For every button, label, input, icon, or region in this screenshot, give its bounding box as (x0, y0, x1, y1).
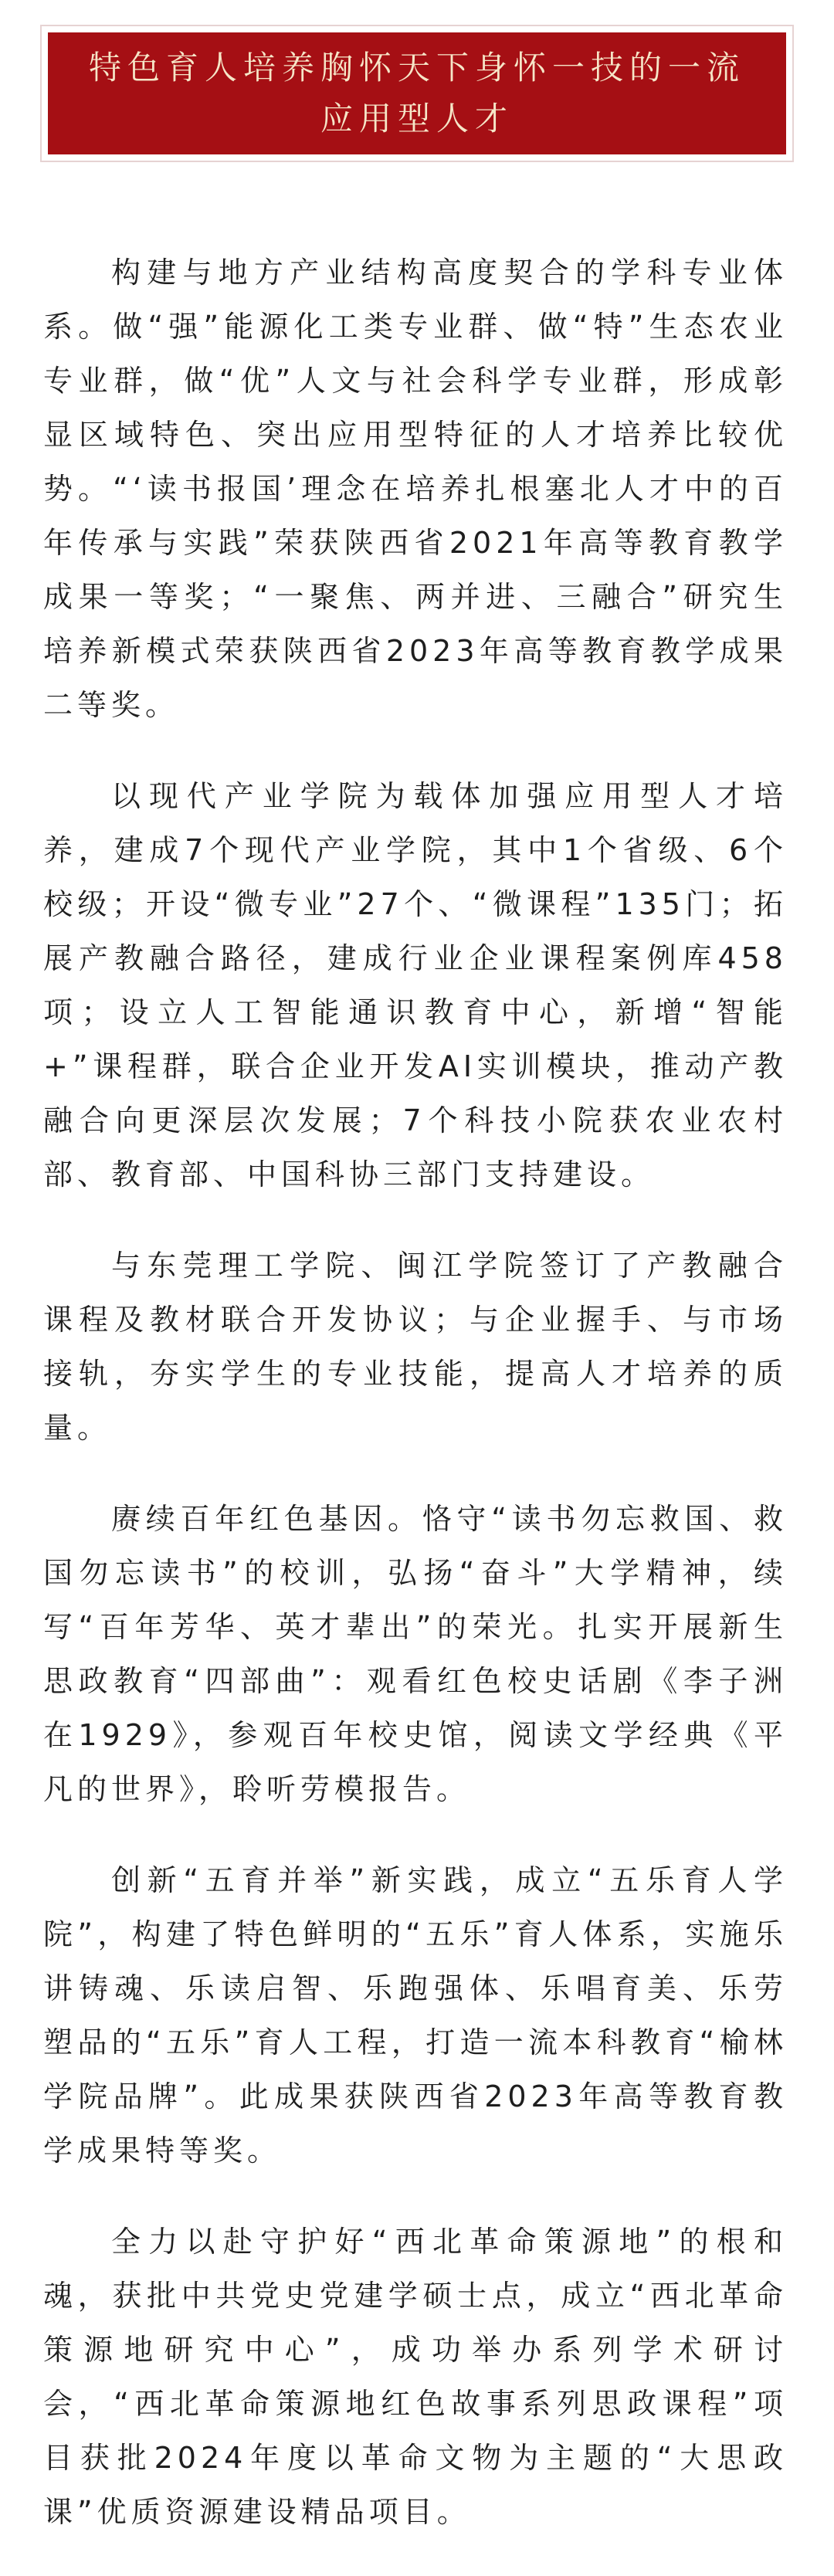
paragraph-discipline-system: 构建与地方产业结构高度契合的学科专业体系。做“强”能源化工类专业群、做“特”生态农业专业群，做“优”人文与社会科学专业群，形成彰显区域特色、突出应用型特征的人才培养比较优势。“‘读书报国’理念在培养扎根塞北人才中的百年传承与实践”荣获陕西省2021年高等教育教学成果一等奖；“一聚焦、两并进、三融合”研究生培养新模式荣获陕西省2023年高等教育教学成果二等奖。 (43, 256, 788, 722)
title-banner (40, 25, 794, 162)
paragraph-red-gene: 赓续百年红色基因。恪守“读书勿忘救国、救国勿忘读书”的校训，弘扬“奋斗”大学精神，续写“百年芳华、英才辈出”的荣光。扎实开展新生思政教育“四部曲”：观看红色校史话剧《李子洲在1929》，参观百年校史馆，阅读文学经典《平凡的世界》，聆听劳模报告。 (43, 1502, 788, 1806)
paragraph-industry-colleges: 以现代产业学院为载体加强应用型人才培养，建成7个现代产业学院，其中1个省级、6个校级；开设“微专业”27个、“微课程”135门；拓展产教融合路径，建成行业企业课程案例库458项；设立人工智能通识教育中心，新增“智能+”课程群，联合企业开发AI实训模块，推动产教融合向更深层次发展；7个科技小院获农业农村部、教育部、中国科协三部门支持建设。 (43, 779, 788, 1191)
title-background (48, 32, 786, 154)
paragraph-cooperation-agreements: 与东莞理工学院、闽江学院签订了产教融合课程及教材联合开发协议；与企业握手、与市场接轨，夯实学生的专业技能，提高人才培养的质量。 (43, 1249, 788, 1445)
paragraph-five-education: 创新“五育并举”新实践，成立“五乐育人学院”，构建了特色鲜明的“五乐”育人体系，实施乐讲铸魂、乐读启智、乐跑强体、乐唱育美、乐劳塑品的“五乐”育人工程，打造一流本科教育“榆林学院品牌”。此成果获陕西省2023年高等教育教学成果特等奖。 (43, 1863, 788, 2168)
article-body (43, 246, 788, 2576)
paragraph-revolution-origin: 全力以赴守护好“西北革命策源地”的根和魂，获批中共党史党建学硕士点，成立“西北革命策源地研究中心”，成功举办系列学术研讨会，“西北革命策源地红色故事系列思政课程”项目获批2024年度以革命文物为主题的“大思政课”优质资源建设精品项目。 (43, 2225, 788, 2529)
page-title: 特色育人培养胸怀天下身怀一技的一流应用型人才 (88, 49, 745, 137)
